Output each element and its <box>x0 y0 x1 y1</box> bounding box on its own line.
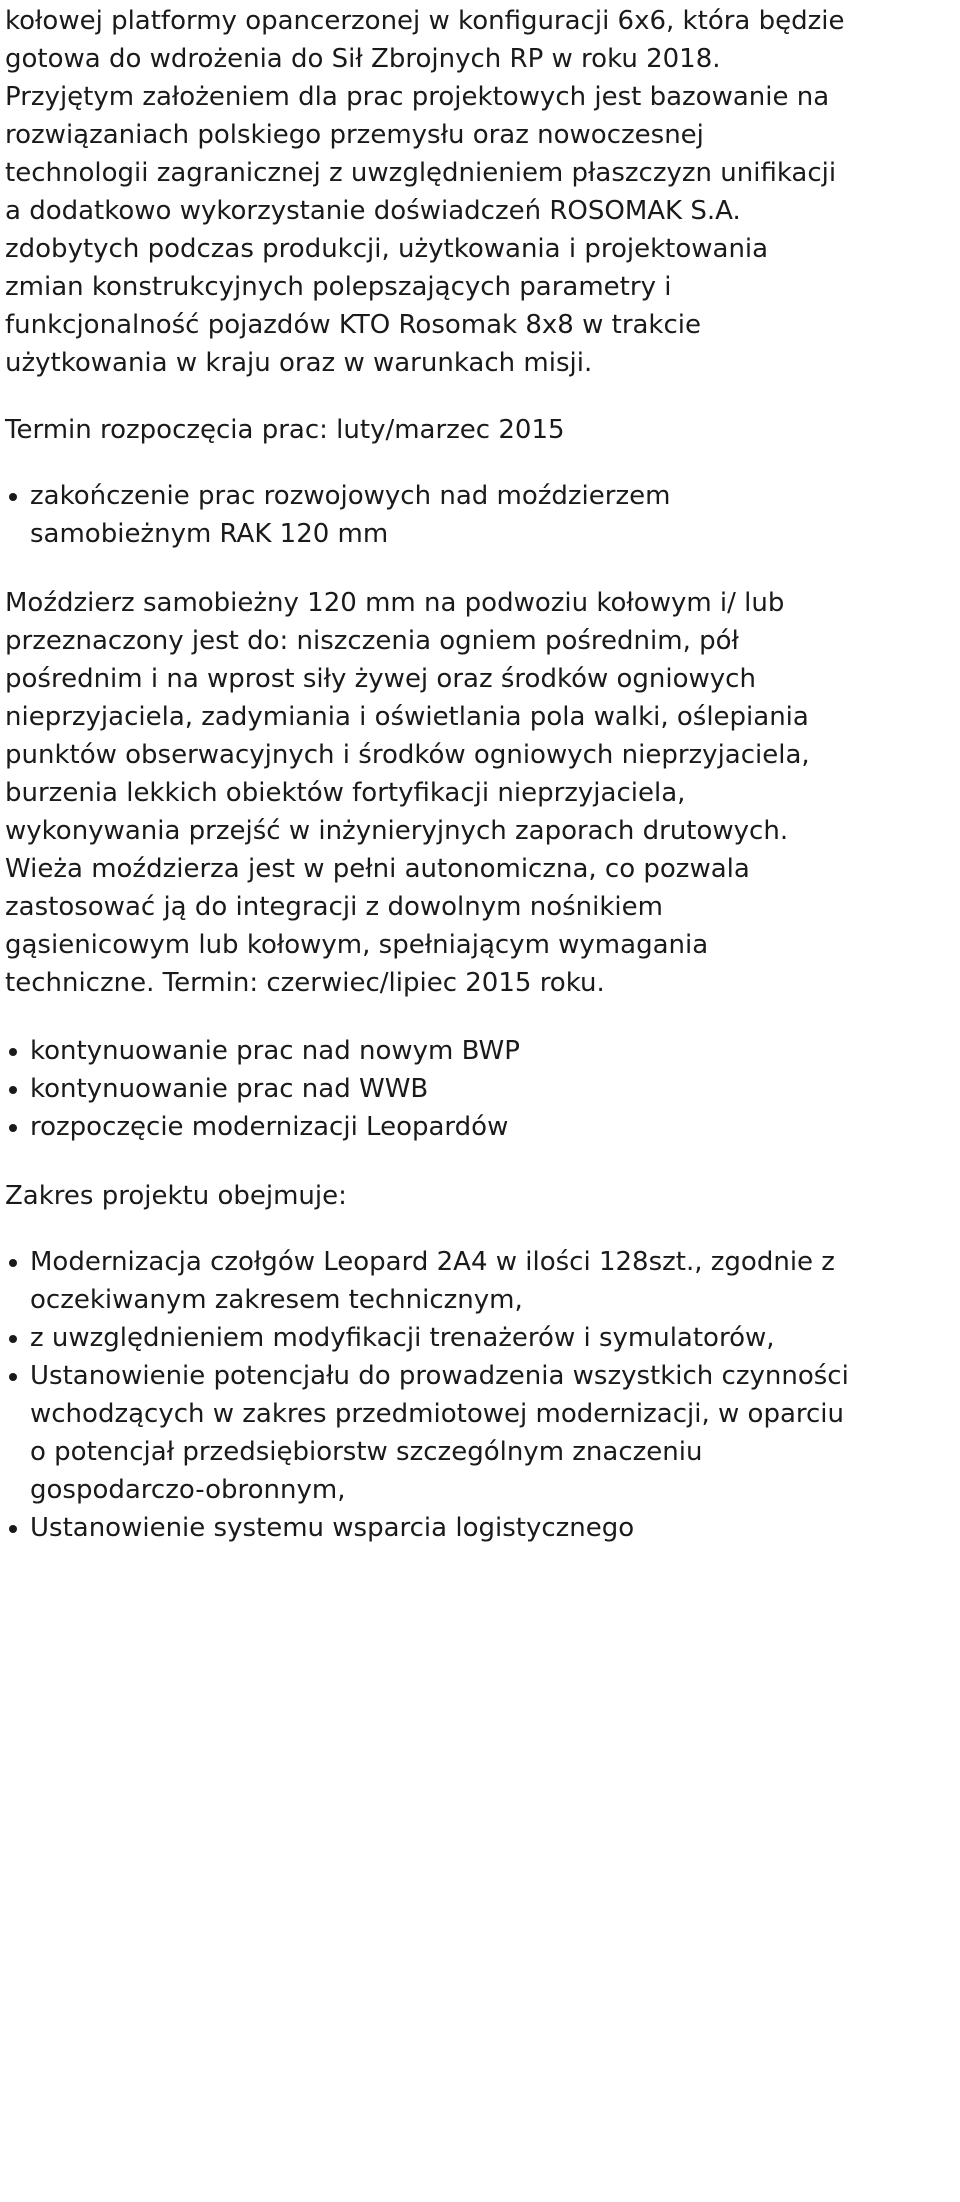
text-line: gąsienicowym lub kołowym, spełniającym wymagania <box>5 930 709 960</box>
list-item-text: Ustanowienie systemu wsparcia logistycznego <box>30 1513 635 1543</box>
list-item-text: o potencjał przedsiębiorstw szczególnym znaczeniu <box>30 1437 703 1467</box>
text-line: Przyjętym założeniem dla prac projektowych jest bazowanie na <box>5 82 830 112</box>
list-item-text: rozpoczęcie modernizacji Leopardów <box>30 1112 509 1142</box>
scope-heading: Zakres projektu obejmuje: <box>5 1181 347 1211</box>
list-item-text: z uwzględnieniem modyfikacji trenażerów i symulatorów, <box>30 1323 775 1353</box>
text-line: Moździerz samobieżny 120 mm na podwoziu kołowym i/ lub <box>5 588 785 618</box>
bullet-icon <box>9 1048 17 1056</box>
text-line: technologii zagranicznej z uwzględnieniem płaszczyzn unifikacji <box>5 158 837 188</box>
text-line: techniczne. Termin: czerwiec/lipiec 2015 roku. <box>5 968 605 998</box>
list-item-text: samobieżnym RAK 120 mm <box>30 519 389 549</box>
text-line: funkcjonalność pojazdów KTO Rosomak 8x8 w trakcie <box>5 310 702 340</box>
text-line: burzenia lekkich obiektów fortyfikacji nieprzyjaciela, <box>5 778 686 808</box>
text-line: zastosować ją do integracji z dowolnym nośnikiem <box>5 892 663 922</box>
bullet-icon <box>9 493 17 501</box>
text-line: zmian konstrukcyjnych polepszających parametry i <box>5 272 672 302</box>
list-item-text: zakończenie prac rozwojowych nad moździerzem <box>30 481 671 511</box>
list-item-text: kontynuowanie prac nad nowym BWP <box>30 1036 520 1066</box>
text-line: punktów obserwacyjnych i środków ogniowych nieprzyjaciela, <box>5 740 810 770</box>
bullet-icon <box>9 1086 17 1094</box>
bullet-icon <box>9 1124 17 1132</box>
text-line: wykonywania przejść w inżynieryjnych zaporach drutowych. <box>5 816 789 846</box>
bullet-icon <box>9 1525 17 1533</box>
text-line: nieprzyjaciela, zadymiania i oświetlania pola walki, oślepiania <box>5 702 809 732</box>
list-item-text: wchodzących w zakres przedmiotowej modernizacji, w oparciu <box>30 1399 844 1429</box>
list-item-text: Ustanowienie potencjału do prowadzenia wszystkich czynności <box>30 1361 849 1391</box>
list-item-text: kontynuowanie prac nad WWB <box>30 1074 429 1104</box>
text-line: przeznaczony jest do: niszczenia ogniem pośrednim, pół <box>5 626 739 656</box>
term-line: Termin rozpoczęcia prac: luty/marzec 2015 <box>5 415 565 445</box>
text-line: a dodatkowo wykorzystanie doświadczeń ROSOMAK S.A. <box>5 196 741 226</box>
text-line: zdobytych podczas produkcji, użytkowania i projektowania <box>5 234 769 264</box>
text-line: pośrednim i na wprost siły żywej oraz środków ogniowych <box>5 664 756 694</box>
text-line: rozwiązaniach polskiego przemysłu oraz nowoczesnej <box>5 120 704 150</box>
bullet-icon <box>9 1373 17 1381</box>
text-line: gotowa do wdrożenia do Sił Zbrojnych RP w roku 2018. <box>5 44 721 74</box>
list-item-text: oczekiwanym zakresem technicznym, <box>30 1285 523 1315</box>
list-item-text: gospodarczo-obronnym, <box>30 1475 346 1505</box>
bullet-icon <box>9 1259 17 1267</box>
text-line: kołowej platformy opancerzonej w konfiguracji 6x6, która będzie <box>5 6 845 36</box>
list-item-text: Modernizacja czołgów Leopard 2A4 w ilości 128szt., zgodnie z <box>30 1247 835 1277</box>
text-line: użytkowania w kraju oraz w warunkach misji. <box>5 348 593 378</box>
text-line: Wieża moździerza jest w pełni autonomiczna, co pozwala <box>5 854 750 884</box>
bullet-icon <box>9 1335 17 1343</box>
